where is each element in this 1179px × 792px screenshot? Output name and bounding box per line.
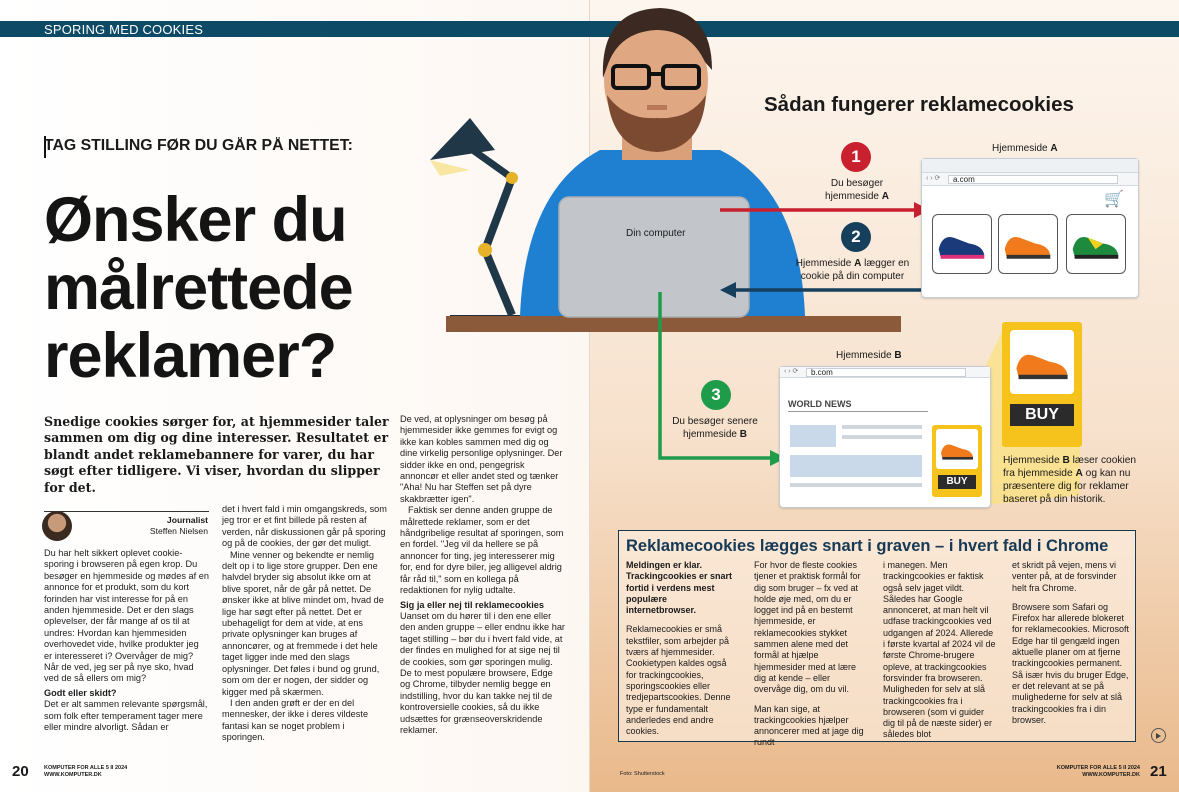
- browser-urlrow-b: [780, 367, 990, 378]
- paragraph: i manegen. Men trackingcookies er faktisk også selv jaget vildt. Således har Google annonceret, at man helt vil udfase trackingcookies ved udgangen af 2024. Allerede i første kvartal af 2024 vil de første Chrome-brugere opleve, at trackingcookies forsvinder fra browseren. Muligheden for selv at slå trackingcookies fra i browseren (som vi guider dig til på de næste sider) er således blot: [883, 560, 996, 740]
- step-2-line2: cookie på din computer: [800, 270, 905, 282]
- site-b-label-text: Hjemmeside: [836, 350, 895, 361]
- step-2-post: lægger en: [861, 258, 910, 269]
- body-column-3: [400, 414, 565, 736]
- headline: [44, 186, 353, 390]
- site-a-label-bold: A: [1050, 143, 1058, 154]
- explain-bold2: A: [1075, 468, 1083, 479]
- headline-line-3: reklamer?: [44, 321, 337, 391]
- paragraph: Uanset om du hører til i den ene eller den anden gruppe – eller endnu ikke har taget stilling – bør du i hvert fald vide, at der findes en mulighed for at sige nej til de cookies, som gør sporingen mulig. De to mest populære browsere, Edge og Chrome, tilbyder nemlig begge en indstilling, hvor du kan takke nej til de kontroversielle cookies, så du ikke udsættes for grænseoverskridende reklamer.: [400, 610, 565, 735]
- step-2-badge: 2: [841, 222, 871, 252]
- step-1-line2: hjemmeside: [825, 190, 879, 202]
- subheading: Godt eller skidt?: [44, 687, 117, 698]
- ad-small-shoe: [936, 429, 978, 469]
- shoe-card-1: [932, 214, 992, 274]
- buy-button-small: BUY: [938, 475, 976, 489]
- paragraph: For hvor de fleste cookies tjener et praktisk formål for dig som bruger – fx ved at holde øje med, om du er logget ind på en bestemt hjemmeside, er reklamecookies stykket sammen alene med det formål at hjælpe hjemmesider med at lære dig at kende – eller overvåge dig, om du vil.: [754, 560, 861, 695]
- news-rule: [788, 411, 928, 412]
- ad-big-shoe: [1010, 330, 1074, 394]
- buy-button-big: BUY: [1010, 404, 1074, 426]
- next-page-icon[interactable]: [1151, 728, 1166, 743]
- paragraph: I den anden grøft er der en del mennesker, der ikke i deres vildeste fantasi kan se noget problem i sporingen.: [222, 697, 369, 743]
- paragraph: et skridt på vejen, mens vi venter på, at de forsvinder helt fra Chrome.: [1012, 560, 1117, 593]
- paragraph: det i hvert fald i min omgangskreds, som jeg tror er et fint billede på resten af verden, når diskussionen går på sporing og på de cookies, der gør det muligt.: [222, 504, 387, 549]
- footer-mag: KOMPUTER FOR ALLE 5 II 2024: [44, 765, 128, 771]
- deck: Snedige cookies sørger for, at hjemmesider taler sammen om dig og dine interesser. Resultatet er blandt andet reklamebannere for varer, du har søgt efter tidligere. Vi viser, hvordan du slipper for det.: [44, 414, 389, 495]
- desk: [446, 316, 901, 332]
- cart-icon: 🛒: [1104, 191, 1124, 208]
- box-column-2: [754, 560, 868, 749]
- shoe-card-3: [1066, 214, 1126, 274]
- body-column-1: [44, 548, 209, 734]
- explain-pre: Hjemmeside: [1003, 455, 1063, 466]
- explain-post: og kan nu præsentere dig for reklamer baseret på din historik.: [1003, 468, 1131, 505]
- box-lead: Meldingen er klar. Trackingcookies er snart fortid i verdens mest populære internetbrowser.: [626, 560, 733, 616]
- step-3-bold: B: [739, 428, 747, 440]
- news-line: [842, 435, 922, 439]
- site-a-label: [992, 143, 1058, 156]
- paragraph: De ved, at oplysninger om besøg på hjemmesider ikke gemmes for evigt og ikke kan kobles sammen med dig og dine virkelig personlige oplysninger. Der sidder ikke en ond, pengegrisk annoncør et eller andet sted og tænker "Aha! Nu har Steffen set på dyre skakbrætter igen".: [400, 414, 563, 504]
- headline-line-2: målrettede: [44, 253, 353, 323]
- step-2-bold: A: [854, 258, 862, 269]
- explain-text: [1003, 454, 1143, 506]
- step-1-bold: A: [881, 190, 889, 202]
- site-b-label-bold: B: [894, 350, 902, 361]
- kicker: TAG STILLING FØR DU GÅR PÅ NETTET:: [44, 137, 353, 154]
- footer-web: WWW.KOMPUTER.DK: [44, 772, 102, 778]
- browser-site-a: [921, 158, 1139, 298]
- nav-arrows-icon: ‹ › ⟳: [926, 175, 941, 182]
- news-header: WORLD NEWS: [788, 399, 852, 409]
- step-1-line1: Du besøger: [830, 178, 884, 189]
- byline-name: Steffen Nielsen: [149, 526, 208, 536]
- footer-left: [44, 765, 127, 779]
- byline-rule: [44, 511, 209, 512]
- body-column-2: [222, 504, 387, 744]
- subheading: Sig ja eller nej til reklamecookies: [400, 599, 545, 610]
- browser-urlrow: [922, 173, 1138, 186]
- paragraph: Browsere som Safari og Firefox har allerede blokeret for reklamecookies. Microsoft Edge har til gengæld ingen aktuelle planer om at fjerne trackingcookies permanent. Så især hvis du bruger Edge, er det relevant at se på mulighederne for selv at slå trackingcookies fra i din browser.: [1012, 601, 1130, 725]
- ad-small: [932, 425, 982, 497]
- news-line: [842, 425, 922, 429]
- computer-label: Din computer: [626, 228, 686, 239]
- explain-bold: B: [1062, 455, 1070, 466]
- step-3-line1: Du besøger senere: [672, 416, 758, 427]
- site-a-label-text: Hjemmeside: [992, 143, 1051, 154]
- photo-credit: Foto: Shutterstock: [620, 771, 665, 777]
- step-1-badge: 1: [841, 142, 871, 172]
- laptop: [559, 197, 749, 317]
- avatar: [42, 511, 72, 541]
- illustration-title: Sådan fungerer reklamecookies: [764, 93, 1074, 116]
- box-column-4: [1012, 560, 1130, 726]
- browser-site-b: [779, 366, 991, 508]
- step-3-line2: hjemmeside: [683, 428, 740, 440]
- paragraph: Du har helt sikkert oplevet cookie-sporing i browseren på egen krop. Du besøger en hjemmeside og mødes af en annonce for et produkt, som du kort forinden har vist interesse for på en anden hjemmeside. Det er den slags oplevelser, der får mange af os til at undres: Hvordan kan hjemmesiden overhovedet vide, hvilke produkter jeg er interesseret i? Overvåger de mig? Når de ved, jeg ser på nye sko, hvad ved de så ellers om mig?: [44, 548, 209, 684]
- page-number-right: 21: [1150, 763, 1167, 780]
- paragraph: Faktisk ser denne anden gruppe de målrettede reklamer, som er det håndgribelige resultat af sporingen, som en fordel. "Jeg vil da hellere se på annoncer for ting, jeg interesserer mig for, end for dyre biler, jeg alligevel aldrig får råd til," som en kollega på redaktionen for nylig udtalte.: [400, 505, 564, 596]
- paragraph: Det er alt sammen relevante spørgsmål, som folk efter temperament tager mere eller mindre alvorligt. Sådan er: [44, 699, 208, 733]
- footer-mag: KOMPUTER FOR ALLE 5 II 2024: [1056, 765, 1140, 771]
- box-column-3: [883, 560, 997, 741]
- paragraph: Mine venner og bekendte er nemlig delt op i to lige store grupper. Den ene halvdel bryder sig absolut ikke om at blive sporet, når de går på nettet. De ønsker ikke at blive mindet om, hvad de lige har søgt efter på nettet. Det er ubehageligt for dem at vide, at ens private oplysninger kan bruges af annoncører, og at fremmede i det hele taget ligger inde med den slags oplysninger. Det føles i bund og grund, som om der er nogen, der sidder og kigger med på skærmen.: [222, 549, 384, 697]
- explain-mid: læser cookien fra hjemmeside: [1003, 455, 1137, 479]
- box-column-1: [626, 560, 738, 737]
- ad-big: [1002, 322, 1082, 447]
- nav-arrows-icon-b: ‹ › ⟳: [784, 368, 799, 375]
- step-1-label: [812, 178, 902, 203]
- news-image: [790, 425, 836, 447]
- headline-line-1: Ønsker du: [44, 185, 347, 255]
- browser-tabbar: [922, 159, 1138, 173]
- info-box-title: Reklamecookies lægges snart i graven – i hvert fald i Chrome: [626, 537, 1109, 555]
- paragraph: Reklamecookies er små tekstfiler, som arbejder på tværs af hjemmesider. Cookietypen kaldes også for trackingcookies, sporingscookies eller tredjepartscookies. Denne type er fundamentalt anderledes end andre cookies.: [626, 624, 731, 737]
- footer-web: WWW.KOMPUTER.DK: [1082, 772, 1140, 778]
- section-label: SPORING MED COOKIES: [44, 22, 204, 37]
- footer-right: [1050, 765, 1140, 779]
- site-b-label: [836, 350, 902, 363]
- url-field-b: b.com: [806, 368, 966, 377]
- page-number-left: 20: [12, 763, 29, 780]
- step-3-label: [665, 416, 765, 441]
- news-image: [790, 455, 922, 477]
- shoe-card-2: [998, 214, 1058, 274]
- url-field-a: a.com: [948, 175, 1118, 184]
- byline-role: Journalist: [166, 515, 208, 525]
- step-2-label: [790, 258, 915, 283]
- paragraph: Man kan sige, at trackingcookies hjælper annoncerer med at jage dig rundt: [754, 703, 864, 748]
- step-3-badge: 3: [701, 380, 731, 410]
- step-2-pre: Hjemmeside: [795, 258, 855, 269]
- news-line: [790, 483, 922, 487]
